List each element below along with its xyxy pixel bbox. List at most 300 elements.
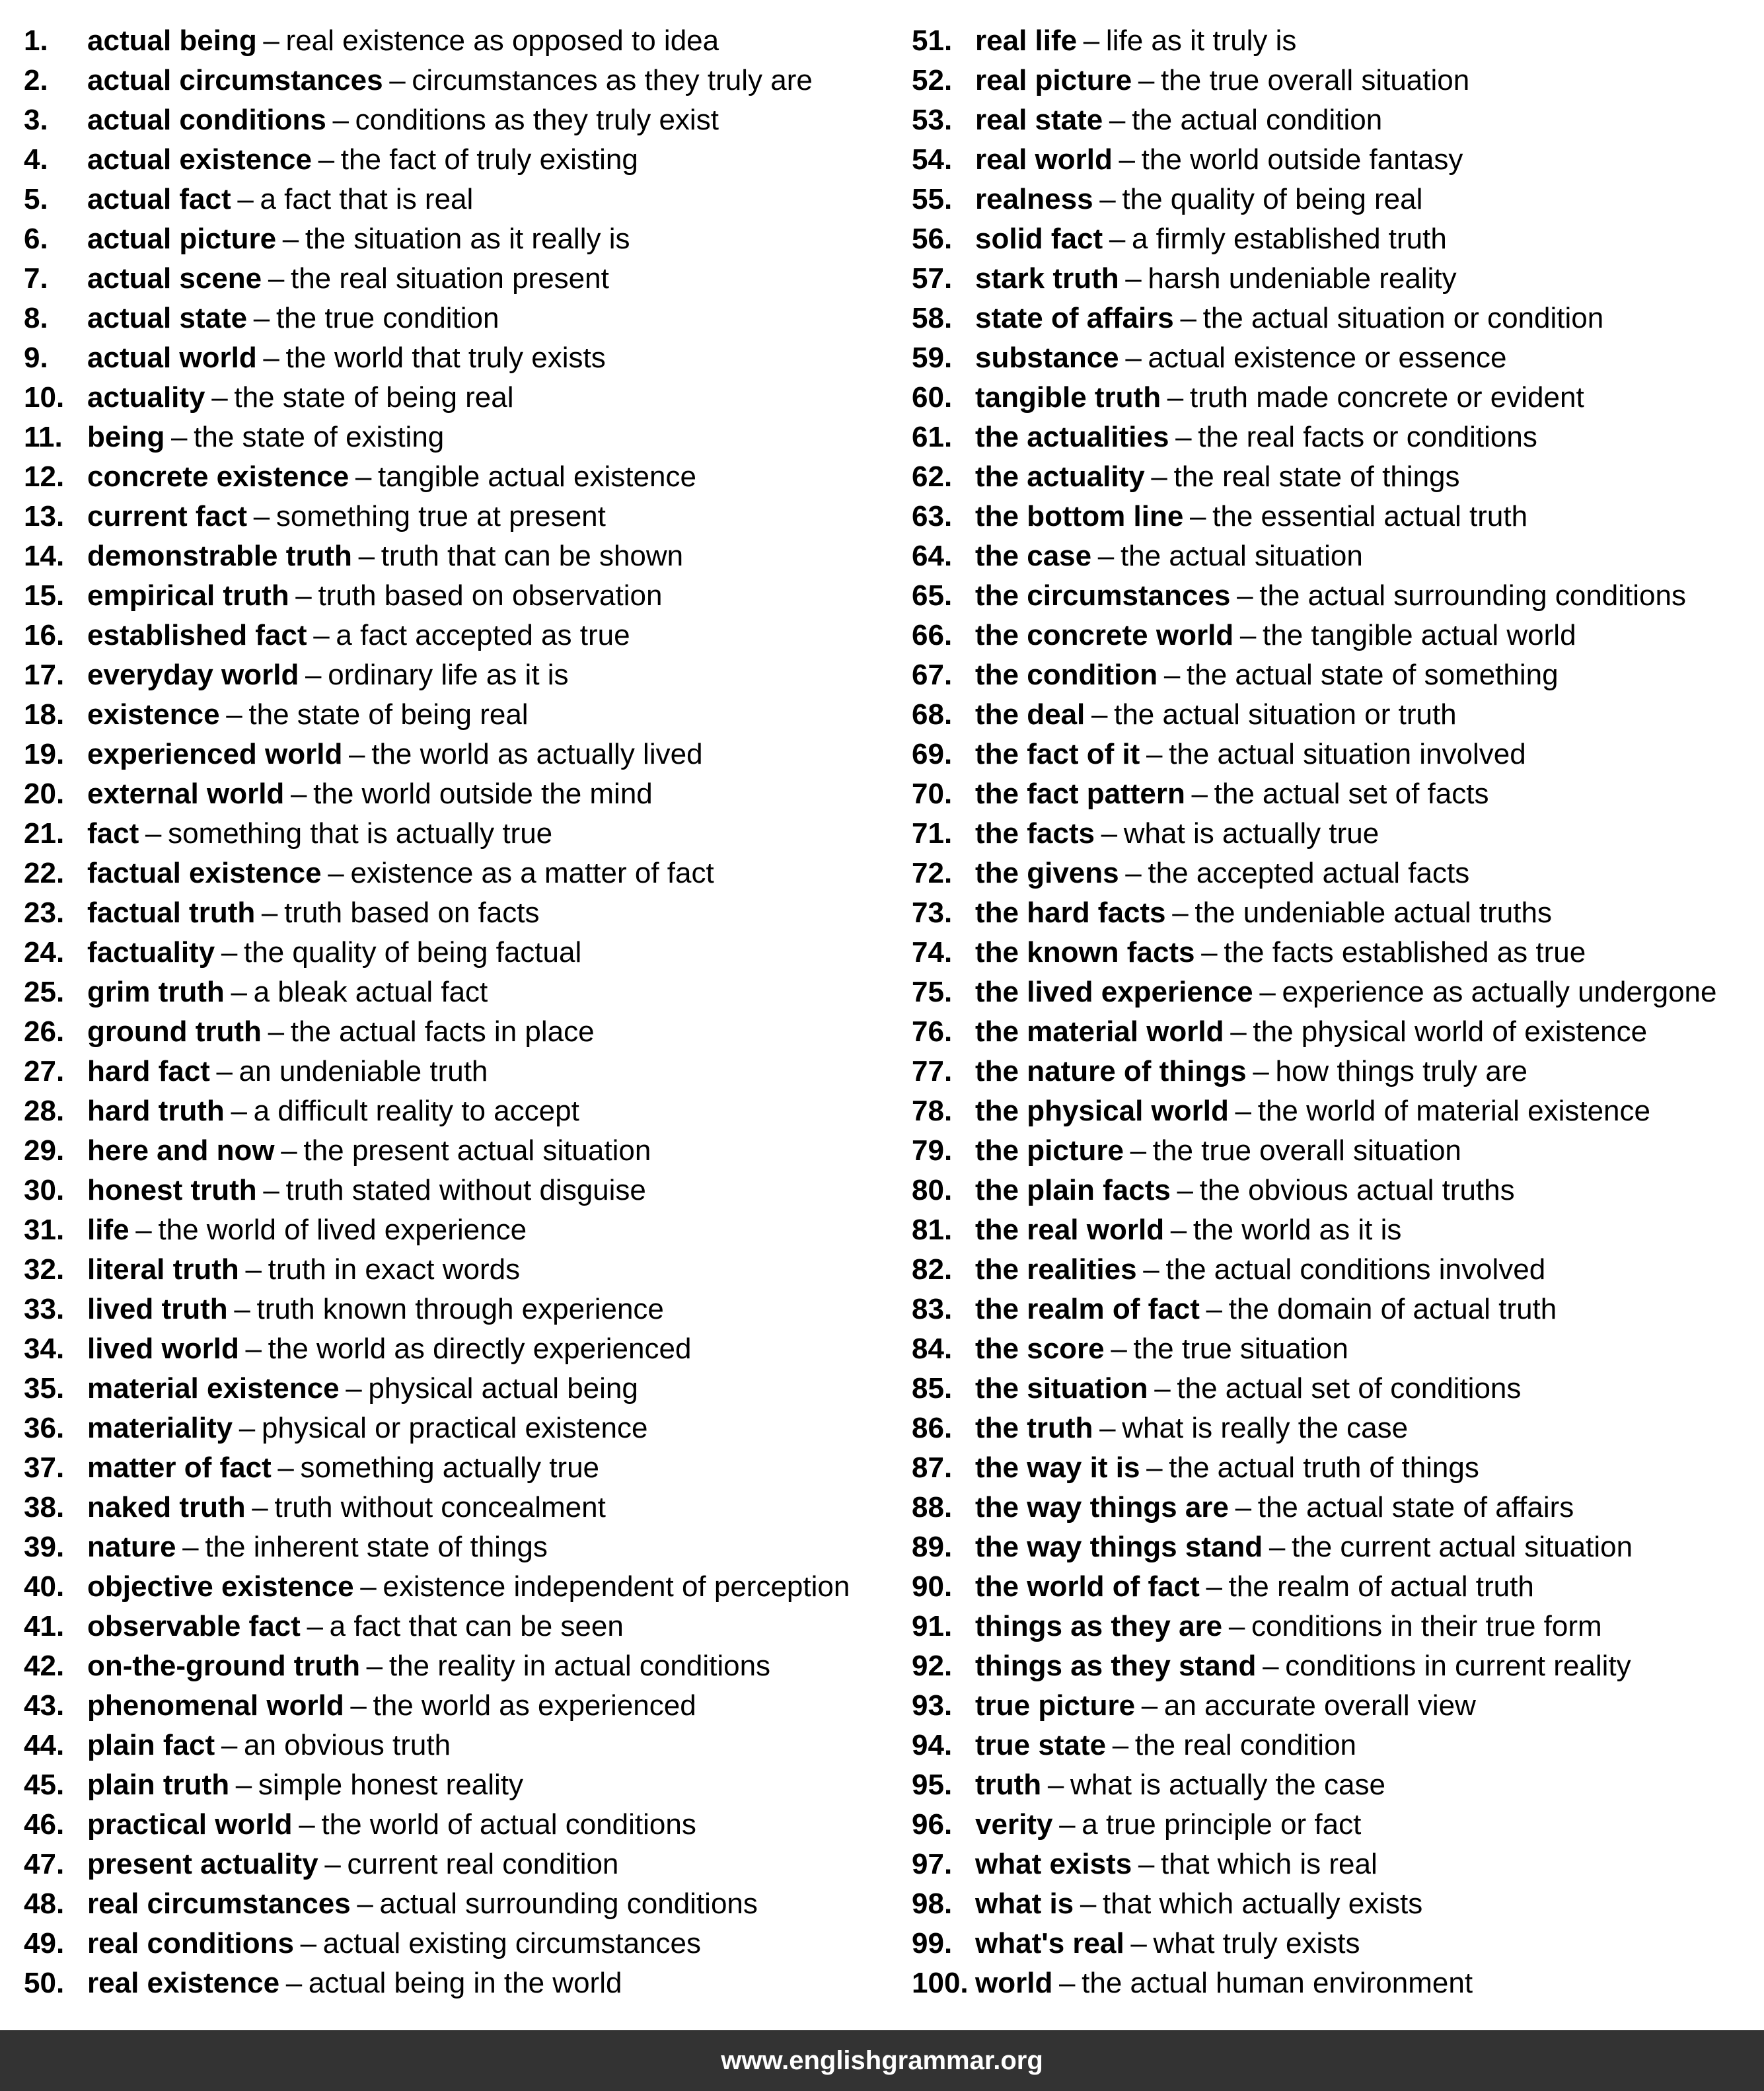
dash-separator: –	[1130, 1134, 1147, 1167]
dash-separator: –	[305, 659, 322, 691]
list-item	[912, 1765, 1751, 1805]
list-item	[24, 655, 883, 695]
item-text	[975, 1527, 1633, 1567]
item-term: the concrete world	[975, 619, 1234, 651]
list-item	[912, 893, 1751, 933]
list-item	[912, 933, 1751, 972]
item-text	[87, 695, 529, 735]
item-text	[87, 219, 630, 259]
item-term: real circumstances	[87, 1888, 351, 1920]
item-text	[975, 21, 1296, 61]
item-definition: the world as actually lived	[371, 738, 703, 770]
dash-separator: –	[290, 778, 307, 810]
item-text	[87, 1884, 758, 1924]
item-term: factuality	[87, 936, 215, 969]
item-term: naked truth	[87, 1491, 246, 1523]
list-item	[24, 21, 883, 61]
item-definition: the obvious actual truths	[1199, 1174, 1515, 1206]
item-text	[87, 972, 488, 1012]
item-definition: simple honest reality	[258, 1769, 523, 1801]
item-term: real state	[975, 104, 1103, 136]
item-definition: the state of being real	[234, 381, 514, 414]
item-number: 2.	[24, 64, 48, 96]
item-term: the facts	[975, 817, 1095, 850]
item-definition: the reality in actual conditions	[388, 1650, 771, 1682]
item-definition: the domain of actual truth	[1228, 1293, 1557, 1325]
dash-separator: –	[226, 698, 242, 731]
item-text	[87, 1845, 618, 1884]
list-item	[24, 1329, 883, 1369]
dash-separator: –	[235, 1769, 252, 1801]
list-item	[24, 814, 883, 854]
item-definition: how things truly are	[1275, 1055, 1528, 1087]
item-number: 86.	[912, 1412, 953, 1444]
item-term: tangible truth	[975, 381, 1161, 414]
item-number: 22.	[24, 857, 65, 889]
item-definition: a bleak actual fact	[253, 976, 488, 1008]
dash-separator: –	[252, 1491, 268, 1523]
list-item	[912, 695, 1751, 735]
dash-separator: –	[1189, 500, 1206, 532]
item-definition: the actual set of conditions	[1177, 1372, 1522, 1405]
item-definition: a true principle or fact	[1082, 1808, 1362, 1841]
item-term: the way things stand	[975, 1531, 1263, 1563]
item-definition: the situation as it really is	[305, 223, 630, 255]
item-definition: circumstances as they truly are	[412, 64, 813, 96]
item-number: 16.	[24, 619, 65, 651]
list-item	[24, 536, 883, 576]
dash-separator: –	[1111, 1333, 1127, 1365]
item-text	[87, 180, 473, 219]
list-item	[912, 814, 1751, 854]
item-text	[87, 1369, 638, 1409]
list-item	[912, 576, 1751, 616]
list-item	[24, 1924, 883, 1963]
item-text	[975, 536, 1363, 576]
item-term: empirical truth	[87, 579, 289, 612]
item-term: literal truth	[87, 1253, 239, 1286]
item-term: substance	[975, 342, 1119, 374]
item-term: actual state	[87, 302, 248, 334]
item-number: 80.	[912, 1174, 953, 1206]
dash-separator: –	[1097, 540, 1115, 572]
item-term: actual scene	[87, 262, 262, 295]
list-item	[912, 1369, 1751, 1409]
item-term: the real world	[975, 1214, 1165, 1246]
dash-separator: –	[295, 579, 312, 612]
item-number: 97.	[912, 1848, 953, 1880]
list-item	[912, 1845, 1751, 1884]
list-item	[24, 1845, 883, 1884]
item-text	[975, 1329, 1348, 1369]
item-term: external world	[87, 778, 285, 810]
item-definition: the physical world of existence	[1253, 1015, 1648, 1048]
item-definition: tangible actual existence	[378, 460, 696, 493]
list-item	[912, 100, 1751, 140]
item-definition: a fact that can be seen	[329, 1610, 624, 1642]
list-item	[24, 1963, 883, 2003]
dash-separator: –	[263, 1174, 279, 1206]
dash-separator: –	[1191, 778, 1208, 810]
list-item	[24, 1527, 883, 1567]
item-term: existence	[87, 698, 220, 731]
item-number: 38.	[24, 1491, 65, 1523]
item-text	[975, 180, 1422, 219]
item-number: 50.	[24, 1967, 65, 1999]
item-term: the known facts	[975, 936, 1195, 969]
item-text	[87, 1765, 523, 1805]
item-definition: harsh undeniable reality	[1148, 262, 1457, 295]
item-term: world	[975, 1967, 1053, 1999]
item-text	[87, 655, 569, 695]
list-item	[24, 140, 883, 180]
item-text	[975, 1607, 1602, 1646]
item-text	[87, 1210, 527, 1250]
dash-separator: –	[1235, 1491, 1252, 1523]
list-item	[24, 1131, 883, 1171]
item-number: 37.	[24, 1451, 65, 1484]
item-definition: ordinary life as it is	[328, 659, 569, 691]
dash-separator: –	[171, 421, 188, 453]
dash-separator: –	[366, 1650, 383, 1682]
item-text	[975, 1369, 1521, 1409]
item-definition: an accurate overall view	[1163, 1689, 1476, 1722]
list-item	[24, 1052, 883, 1091]
item-term: objective existence	[87, 1570, 354, 1603]
item-term: the hard facts	[975, 897, 1166, 929]
list-item	[912, 219, 1751, 259]
item-number: 12.	[24, 460, 65, 493]
item-text	[87, 1686, 696, 1726]
item-text	[975, 1091, 1650, 1131]
item-term: demonstrable truth	[87, 540, 352, 572]
list-item	[912, 497, 1751, 536]
item-definition: something actually true	[300, 1451, 600, 1484]
list-item	[24, 100, 883, 140]
word-list-right-column	[912, 21, 1751, 2003]
dash-separator: –	[237, 183, 254, 215]
item-definition: the undeniable actual truths	[1194, 897, 1552, 929]
item-text	[975, 1686, 1476, 1726]
item-term: present actuality	[87, 1848, 318, 1880]
item-text	[975, 854, 1469, 893]
list-item	[912, 61, 1751, 100]
dash-separator: –	[1138, 64, 1155, 96]
dash-separator: –	[1154, 1372, 1171, 1405]
list-item	[24, 1210, 883, 1250]
dash-separator: –	[1080, 1888, 1097, 1920]
item-definition: truth without concealment	[274, 1491, 606, 1523]
item-term: what is	[975, 1888, 1074, 1920]
list-item	[912, 299, 1751, 338]
item-definition: the true overall situation	[1152, 1134, 1461, 1167]
list-item	[912, 1250, 1751, 1290]
item-number: 84.	[912, 1333, 953, 1365]
item-term: real existence	[87, 1967, 280, 1999]
item-number: 91.	[912, 1610, 953, 1642]
dash-separator: –	[281, 1134, 297, 1167]
item-number: 93.	[912, 1689, 953, 1722]
list-item	[24, 854, 883, 893]
item-text	[87, 1448, 599, 1488]
item-term: life	[87, 1214, 129, 1246]
item-text	[87, 1131, 651, 1171]
item-definition: the actual situation or truth	[1114, 698, 1457, 731]
item-number: 8.	[24, 302, 48, 334]
item-term: fact	[87, 817, 139, 850]
item-text	[87, 1250, 520, 1290]
item-term: true state	[975, 1729, 1107, 1761]
item-definition: that which is real	[1161, 1848, 1378, 1880]
item-definition: life as it truly is	[1105, 24, 1297, 57]
item-number: 65.	[912, 579, 953, 612]
list-item	[24, 418, 883, 457]
item-text	[87, 774, 653, 814]
item-text	[975, 338, 1506, 378]
list-item	[24, 1805, 883, 1845]
item-definition: truth in exact words	[268, 1253, 521, 1286]
item-number: 13.	[24, 500, 65, 532]
item-number: 69.	[912, 738, 953, 770]
dash-separator: –	[1138, 1848, 1155, 1880]
item-text	[975, 814, 1379, 854]
dash-separator: –	[261, 897, 278, 929]
list-item	[912, 854, 1751, 893]
dash-separator: –	[1259, 976, 1276, 1008]
dash-separator: –	[182, 1531, 199, 1563]
item-number: 99.	[912, 1927, 953, 1960]
dash-separator: –	[1143, 1253, 1159, 1286]
item-definition: the world as directly experienced	[268, 1333, 692, 1365]
list-item	[24, 1448, 883, 1488]
item-term: honest truth	[87, 1174, 257, 1206]
item-definition: the actual conditions involved	[1165, 1253, 1546, 1286]
dash-separator: –	[1206, 1293, 1223, 1325]
item-number: 85.	[912, 1372, 953, 1405]
item-text	[975, 1488, 1574, 1527]
item-text	[87, 1329, 691, 1369]
item-term: stark truth	[975, 262, 1119, 295]
item-text	[87, 1409, 647, 1448]
item-term: lived world	[87, 1333, 239, 1365]
list-item	[912, 1210, 1751, 1250]
dash-separator: –	[1125, 857, 1142, 889]
item-text	[87, 21, 719, 61]
dash-separator: –	[245, 1253, 262, 1286]
item-definition: what truly exists	[1153, 1927, 1360, 1960]
dash-separator: –	[135, 1214, 152, 1246]
item-number: 21.	[24, 817, 65, 850]
dash-separator: –	[1099, 183, 1116, 215]
item-term: the actualities	[975, 421, 1169, 453]
list-item	[24, 774, 883, 814]
item-number: 54.	[912, 143, 953, 176]
dash-separator: –	[1239, 619, 1257, 651]
dash-separator: –	[1206, 1570, 1222, 1603]
item-definition: a firmly established truth	[1131, 223, 1447, 255]
dash-separator: –	[1146, 1451, 1163, 1484]
item-definition: the essential actual truth	[1212, 500, 1528, 532]
item-number: 76.	[912, 1015, 953, 1048]
item-term: things as they are	[975, 1610, 1223, 1642]
item-number: 60.	[912, 381, 953, 414]
item-number: 52.	[912, 64, 953, 96]
dash-separator: –	[307, 1610, 323, 1642]
dash-separator: –	[358, 540, 375, 572]
item-term: real world	[975, 143, 1113, 176]
dash-separator: –	[357, 1888, 373, 1920]
list-item	[912, 1686, 1751, 1726]
item-definition: the real state of things	[1173, 460, 1460, 493]
dash-separator: –	[1177, 1174, 1193, 1206]
item-term: hard fact	[87, 1055, 210, 1087]
list-item	[24, 1646, 883, 1686]
dash-separator: –	[1101, 817, 1118, 850]
list-item	[912, 338, 1751, 378]
list-item	[24, 1091, 883, 1131]
item-number: 71.	[912, 817, 953, 850]
item-number: 66.	[912, 619, 953, 651]
item-text	[87, 1963, 622, 2003]
item-term: plain fact	[87, 1729, 215, 1761]
item-definition: the actual human environment	[1082, 1967, 1473, 1999]
list-item	[24, 61, 883, 100]
item-number: 44.	[24, 1729, 65, 1761]
dash-separator: –	[355, 460, 372, 493]
item-number: 41.	[24, 1610, 65, 1642]
list-item	[24, 180, 883, 219]
dash-separator: –	[263, 24, 279, 57]
dash-separator: –	[1175, 421, 1192, 453]
item-term: nature	[87, 1531, 176, 1563]
item-definition: a fact that is real	[260, 183, 474, 215]
dash-separator: –	[221, 1729, 238, 1761]
dash-separator: –	[332, 104, 349, 136]
dash-separator: –	[211, 381, 228, 414]
item-definition: the actual set of facts	[1214, 778, 1489, 810]
list-item	[24, 1567, 883, 1607]
item-term: on-the-ground truth	[87, 1650, 360, 1682]
item-text	[975, 1409, 1408, 1448]
dash-separator: –	[313, 619, 330, 651]
item-text	[975, 972, 1717, 1012]
footer-banner	[0, 2030, 1764, 2091]
item-text	[975, 100, 1382, 140]
item-definition: an obvious truth	[243, 1729, 451, 1761]
list-item	[912, 1171, 1751, 1210]
item-definition: physical actual being	[368, 1372, 638, 1405]
item-number: 78.	[912, 1095, 953, 1127]
item-term: actual conditions	[87, 104, 326, 136]
list-item	[912, 259, 1751, 299]
dash-separator: –	[1112, 1729, 1129, 1761]
item-number: 98.	[912, 1888, 953, 1920]
item-number: 28.	[24, 1095, 65, 1127]
item-number: 57.	[912, 262, 953, 295]
item-number: 6.	[24, 223, 48, 255]
item-term: actuality	[87, 381, 205, 414]
item-number: 32.	[24, 1253, 65, 1286]
item-term: the fact of it	[975, 738, 1140, 770]
list-item	[912, 1290, 1751, 1329]
item-term: the score	[975, 1333, 1105, 1365]
item-definition: the real situation present	[290, 262, 609, 295]
item-definition: truth known through experience	[256, 1293, 664, 1325]
dash-separator: –	[318, 143, 335, 176]
dash-separator: –	[1125, 262, 1142, 295]
item-text	[975, 1567, 1534, 1607]
list-item	[912, 1329, 1751, 1369]
dash-separator: –	[1228, 1610, 1245, 1642]
dash-separator: –	[1047, 1769, 1064, 1801]
item-text	[87, 735, 703, 774]
item-number: 95.	[912, 1769, 953, 1801]
list-item	[24, 1290, 883, 1329]
item-number: 58.	[912, 302, 953, 334]
list-item	[912, 536, 1751, 576]
item-term: the deal	[975, 698, 1085, 731]
item-text	[87, 1171, 646, 1210]
dash-separator: –	[360, 1570, 377, 1603]
item-number: 10.	[24, 381, 65, 414]
item-definition: the actual state of something	[1187, 659, 1559, 691]
list-item	[24, 1884, 883, 1924]
dash-separator: –	[239, 1412, 256, 1444]
list-item	[912, 21, 1751, 61]
item-definition: the realm of actual truth	[1228, 1570, 1534, 1603]
item-term: realness	[975, 183, 1093, 215]
dash-separator: –	[1151, 460, 1167, 493]
dash-separator: –	[346, 1372, 362, 1405]
item-number: 87.	[912, 1451, 953, 1484]
item-number: 63.	[912, 500, 953, 532]
dash-separator: –	[1235, 1095, 1252, 1127]
item-text	[87, 1052, 488, 1091]
item-number: 4.	[24, 143, 48, 176]
item-number: 35.	[24, 1372, 65, 1405]
item-number: 88.	[912, 1491, 953, 1523]
item-definition: truth made concrete or evident	[1189, 381, 1584, 414]
dash-separator: –	[253, 500, 270, 532]
item-text	[975, 1052, 1527, 1091]
list-item	[912, 1963, 1751, 2003]
item-definition: the real facts or conditions	[1198, 421, 1537, 453]
item-term: the givens	[975, 857, 1119, 889]
item-definition: the world outside the mind	[313, 778, 653, 810]
item-term: real picture	[975, 64, 1132, 96]
dash-separator: –	[1263, 1650, 1279, 1682]
item-term: solid fact	[975, 223, 1103, 255]
item-definition: a difficult reality to accept	[253, 1095, 579, 1127]
list-item	[24, 972, 883, 1012]
item-number: 92.	[912, 1650, 953, 1682]
list-item	[912, 457, 1751, 497]
item-term: the situation	[975, 1372, 1148, 1405]
list-item	[912, 1488, 1751, 1527]
item-definition: conditions as they truly exist	[355, 104, 719, 136]
dash-separator: –	[1163, 659, 1181, 691]
item-number: 3.	[24, 104, 48, 136]
dash-separator: –	[268, 1015, 285, 1048]
item-number: 61.	[912, 421, 953, 453]
dash-separator: –	[1268, 1531, 1286, 1563]
item-text	[975, 576, 1686, 616]
item-definition: the inherent state of things	[205, 1531, 548, 1563]
item-text	[87, 338, 606, 378]
item-number: 9.	[24, 342, 48, 374]
item-text	[975, 1845, 1378, 1884]
list-item	[24, 1171, 883, 1210]
